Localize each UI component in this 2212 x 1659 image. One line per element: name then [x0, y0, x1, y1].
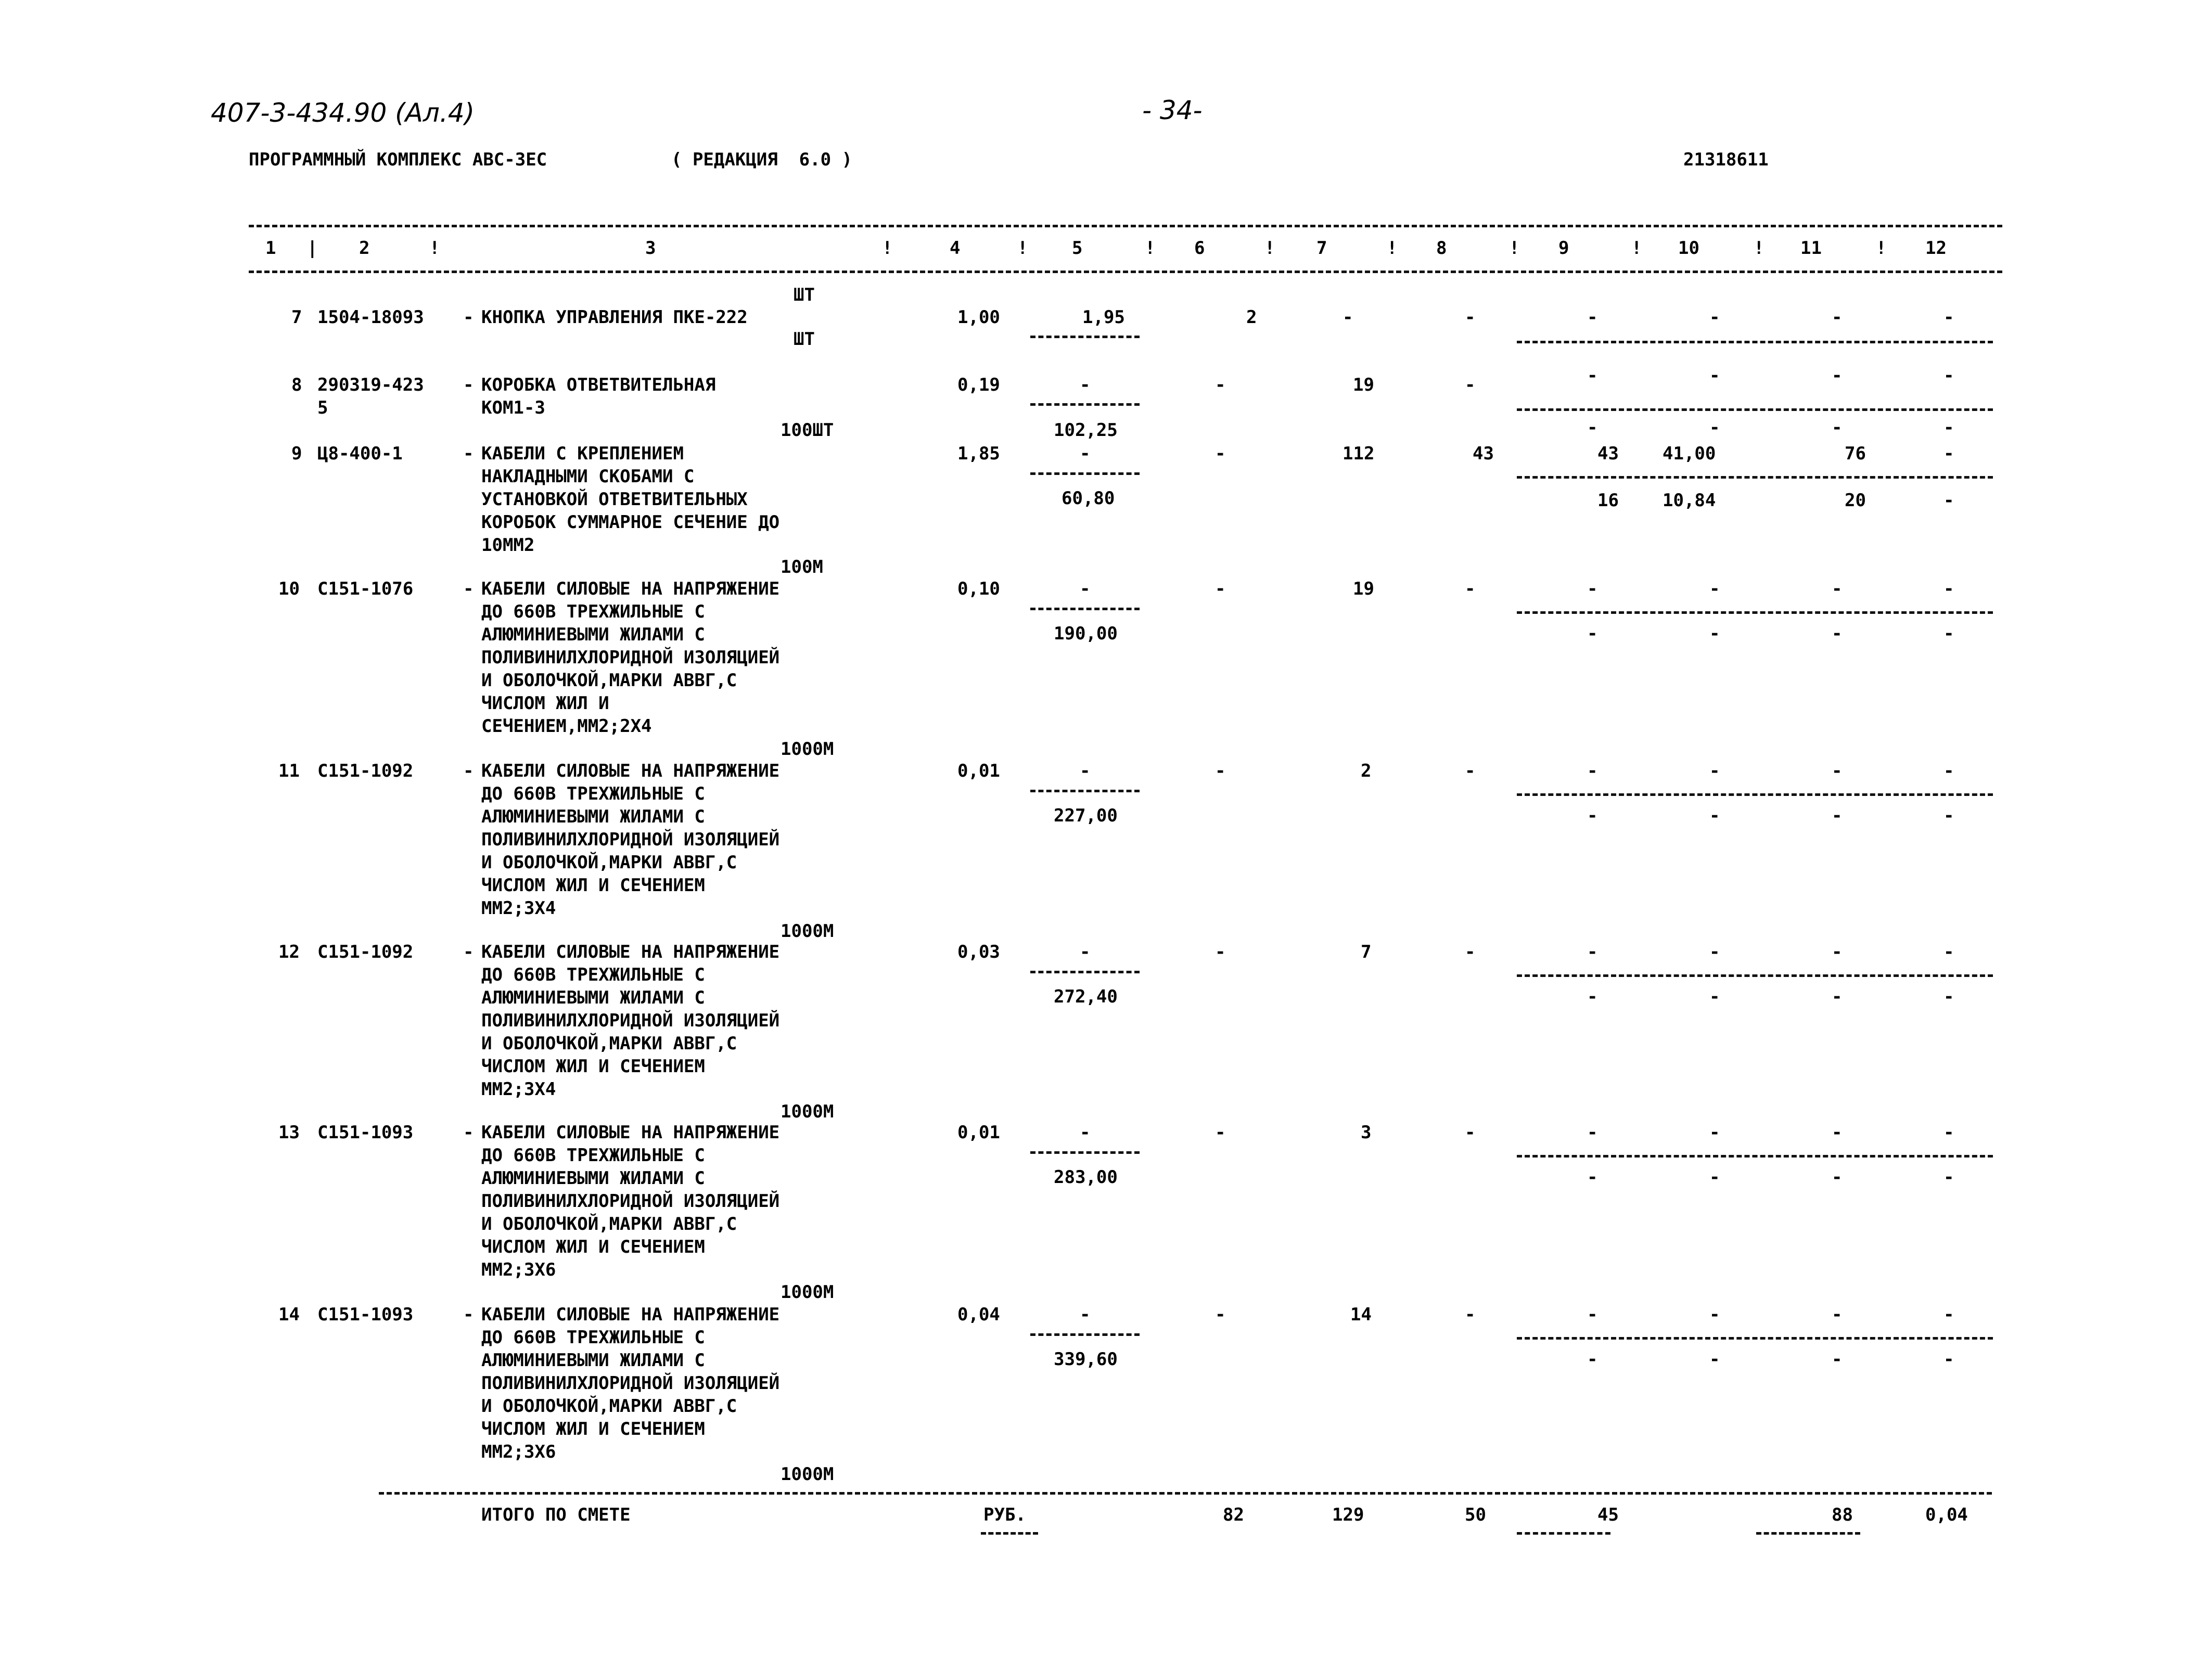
row-number: 8 — [291, 375, 302, 395]
row-dash: - — [463, 307, 474, 328]
row-col10: - — [1709, 942, 1720, 962]
row-qty: 1,85 — [957, 443, 1000, 464]
row-col10-bottom: - — [1709, 805, 1720, 826]
row-qty: 0,10 — [957, 578, 1000, 599]
row-price-top: - — [1080, 578, 1091, 599]
row-col7: 19 — [1353, 375, 1374, 395]
col-header-10: 10 — [1678, 238, 1699, 259]
row-qty: 0,03 — [957, 942, 1000, 962]
row-dash: - — [463, 942, 474, 962]
row-code: Ц8-400-1 — [317, 443, 403, 464]
col-header-2: 2 — [359, 238, 370, 259]
row-col11: - — [1832, 1304, 1843, 1325]
row-col12: - — [1944, 1122, 1954, 1143]
col-header-9: 9 — [1558, 238, 1569, 259]
row-price-top: - — [1080, 942, 1091, 962]
row-price-bottom: 190,00 — [1054, 623, 1118, 644]
row-col7: 19 — [1353, 578, 1374, 599]
row-col7: 3 — [1361, 1122, 1372, 1143]
row-code: 1504-18093 — [317, 307, 424, 328]
row-col7: 14 — [1350, 1304, 1372, 1325]
row-col12: - — [1944, 942, 1954, 962]
row-price-bottom: 60,80 — [1062, 488, 1115, 509]
row-number: 10 — [278, 578, 300, 599]
col-sep: ! — [1264, 238, 1275, 259]
row-col11-bottom: - — [1832, 1349, 1843, 1370]
row-col9: - — [1587, 1122, 1598, 1143]
total-col7: 129 — [1332, 1504, 1364, 1525]
row-col11: - — [1832, 1122, 1843, 1143]
row-price-top: 1,95 — [1082, 307, 1125, 328]
row-col11: - — [1832, 307, 1843, 328]
row-number: 13 — [278, 1122, 300, 1143]
row-col11: - — [1832, 761, 1843, 781]
total-col9: 45 — [1597, 1504, 1619, 1525]
row-col9: 43 — [1597, 443, 1619, 464]
row-col10: - — [1709, 1122, 1720, 1143]
col-fraction-line — [1517, 793, 1993, 796]
row-price-bottom: 283,00 — [1054, 1167, 1118, 1188]
row-unit-bottom: 100М — [781, 557, 823, 577]
row-col6: - — [1215, 443, 1226, 464]
total-col11: 88 — [1832, 1504, 1853, 1525]
row-col12-bottom: - — [1944, 805, 1954, 826]
row-col10: - — [1709, 1304, 1720, 1325]
total-unit-underline — [981, 1532, 1038, 1535]
col-fraction-line — [1517, 1337, 1993, 1340]
row-qty: 0,01 — [957, 1122, 1000, 1143]
row-description: КНОПКА УПРАВЛЕНИЯ ПКЕ-222 — [481, 307, 748, 328]
row-price-top: - — [1080, 1304, 1091, 1325]
row-col12-bottom: - — [1944, 623, 1954, 644]
col-fraction-line — [1517, 974, 1993, 977]
row-unit-bottom: 1000М — [781, 1282, 834, 1303]
col-sep: ! — [1509, 238, 1520, 259]
price-fraction-line — [1030, 1333, 1140, 1336]
row-col7: 7 — [1361, 942, 1372, 962]
price-fraction-line — [1030, 790, 1140, 792]
row-col9-bottom: - — [1587, 417, 1598, 438]
row-col10: 41,00 — [1663, 443, 1716, 464]
row-col12: - — [1944, 578, 1954, 599]
col-sep: ! — [1387, 238, 1398, 259]
row-code: С151-1093 — [317, 1122, 414, 1143]
total-rule — [379, 1492, 1992, 1495]
row-col12: - — [1944, 761, 1954, 781]
row-price-top: - — [1080, 443, 1091, 464]
row-col11-bottom: - — [1832, 1167, 1843, 1188]
total-col6: 82 — [1223, 1504, 1244, 1525]
row-col9: - — [1587, 365, 1598, 386]
row-col8: - — [1465, 1122, 1476, 1143]
row-unit-bottom: 100ШТ — [781, 420, 834, 441]
row-price-bottom: 227,00 — [1054, 805, 1118, 826]
row-col6: - — [1215, 1122, 1226, 1143]
row-col9: - — [1587, 307, 1598, 328]
row-number: 12 — [278, 942, 300, 962]
row-col9: - — [1587, 942, 1598, 962]
row-col8: - — [1465, 375, 1476, 395]
price-fraction-line — [1030, 971, 1140, 973]
row-col6: - — [1215, 761, 1226, 781]
row-col9-bottom: 16 — [1597, 490, 1619, 511]
row-col7: 2 — [1361, 761, 1372, 781]
row-col9: - — [1587, 1304, 1598, 1325]
document-code: 407-3-434.90 (Ал.4) — [211, 98, 475, 128]
row-col9-bottom: - — [1587, 805, 1598, 826]
row-code: С151-1092 — [317, 761, 414, 781]
row-number: 14 — [278, 1304, 300, 1325]
col-header-3: 3 — [645, 238, 656, 259]
program-name: ПРОГРАММНЫЙ КОМПЛЕКС АВС-3ЕС — [249, 149, 547, 170]
col-fraction-line — [1517, 341, 1993, 343]
row-description: КОРОБКА ОТВЕТВИТЕЛЬНАЯ КОМ1-3 — [481, 375, 716, 418]
row-qty: 1,00 — [957, 307, 1000, 328]
row-col6: - — [1215, 375, 1226, 395]
row-col11: 76 — [1845, 443, 1866, 464]
row-price-bottom: 102,25 — [1054, 420, 1118, 441]
col-header-1: 1 — [265, 238, 276, 259]
row-col10-bottom: - — [1709, 1349, 1720, 1370]
col-sep: ! — [1145, 238, 1156, 259]
row-unit-bottom: 1000М — [781, 1101, 834, 1122]
row-code: 290319-423 5 — [317, 375, 424, 418]
row-description: КАБЕЛИ С КРЕПЛЕНИЕМ НАКЛАДНЫМИ СКОБАМИ С УСТАНОВКОЙ ОТВЕТВИТЕЛЬНЫХ КОРОБОК СУММАРНОЕ СЕЧЕНИЕ ДО 10ММ2 — [481, 443, 780, 556]
row-col9-bottom: - — [1587, 1349, 1598, 1370]
row-col11-bottom: - — [1832, 623, 1843, 644]
row-unit-top: ШТ — [794, 285, 815, 305]
row-col8: 43 — [1473, 443, 1494, 464]
total-col12: 0,04 — [1925, 1504, 1968, 1525]
row-qty: 0,01 — [957, 761, 1000, 781]
row-code: С151-1093 — [317, 1304, 414, 1325]
row-price-top: - — [1080, 1122, 1091, 1143]
row-col8: - — [1465, 307, 1476, 328]
col-fraction-line — [1517, 611, 1993, 614]
col-header-7: 7 — [1316, 238, 1327, 259]
row-col12-bottom: - — [1944, 986, 1954, 1007]
price-fraction-line — [1030, 403, 1140, 406]
row-unit-bottom: 1000М — [781, 1464, 834, 1485]
row-col10: - — [1709, 761, 1720, 781]
row-col10-bottom: - — [1709, 1167, 1720, 1188]
row-col12-bottom: - — [1944, 1349, 1954, 1370]
row-description: КАБЕЛИ СИЛОВЫЕ НА НАПРЯЖЕНИЕ ДО 660В ТРЕХЖИЛЬНЫЕ С АЛЮМИНИЕВЫМИ ЖИЛАМИ С ПОЛИВИНИЛХЛОРИДНОЙ ИЗОЛЯЦИЕЙ И ОБОЛОЧКОЙ,МАРКИ АВВГ,С ЧИСЛОМ ЖИЛ И СЕЧЕНИЕМ ММ2;3Х4 — [481, 761, 780, 919]
total-col8: 50 — [1465, 1504, 1486, 1525]
row-col12: - — [1944, 365, 1954, 386]
row-col12-bottom: - — [1944, 490, 1954, 511]
row-col12-bottom: - — [1944, 417, 1954, 438]
row-col8: - — [1465, 942, 1476, 962]
row-number: 9 — [291, 443, 302, 464]
col-sep: ! — [1631, 238, 1642, 259]
row-col6: - — [1215, 942, 1226, 962]
col-sep: | — [307, 238, 318, 259]
row-col11: - — [1832, 365, 1843, 386]
row-price-bottom: 272,40 — [1054, 986, 1118, 1007]
row-col6: 2 — [1246, 307, 1257, 328]
row-description: КАБЕЛИ СИЛОВЫЕ НА НАПРЯЖЕНИЕ ДО 660В ТРЕХЖИЛЬНЫЕ С АЛЮМИНИЕВЫМИ ЖИЛАМИ С ПОЛИВИНИЛХЛОРИДНОЙ ИЗОЛЯЦИЕЙ И ОБОЛОЧКОЙ,МАРКИ АВВГ,С ЧИСЛОМ ЖИЛ И СЕЧЕНИЕМ,ММ2;2Х4 — [481, 578, 780, 737]
row-col10: - — [1709, 365, 1720, 386]
col-header-8: 8 — [1436, 238, 1447, 259]
row-price-top: - — [1080, 375, 1091, 395]
page-number: - 34- — [1142, 95, 1203, 125]
row-dash: - — [463, 443, 474, 464]
col-header-12: 12 — [1925, 238, 1947, 259]
col-fraction-line — [1517, 476, 1993, 479]
row-description: КАБЕЛИ СИЛОВЫЕ НА НАПРЯЖЕНИЕ ДО 660В ТРЕХЖИЛЬНЫЕ С АЛЮМИНИЕВЫМИ ЖИЛАМИ С ПОЛИВИНИЛХЛОРИДНОЙ ИЗОЛЯЦИЕЙ И ОБОЛОЧКОЙ,МАРКИ АВВГ,С ЧИСЛОМ ЖИЛ И СЕЧЕНИЕМ ММ2;3Х6 — [481, 1304, 780, 1462]
col-header-4: 4 — [950, 238, 961, 259]
row-col10-bottom: 10,84 — [1663, 490, 1716, 511]
price-fraction-line — [1030, 472, 1140, 475]
row-dash: - — [463, 1304, 474, 1325]
row-description: КАБЕЛИ СИЛОВЫЕ НА НАПРЯЖЕНИЕ ДО 660В ТРЕХЖИЛЬНЫЕ С АЛЮМИНИЕВЫМИ ЖИЛАМИ С ПОЛИВИНИЛХЛОРИДНОЙ ИЗОЛЯЦИЕЙ И ОБОЛОЧКОЙ,МАРКИ АВВГ,С ЧИСЛОМ ЖИЛ И СЕЧЕНИЕМ ММ2;3Х6 — [481, 1122, 780, 1280]
row-number: 11 — [278, 761, 300, 781]
row-col8: - — [1465, 1304, 1476, 1325]
row-dash: - — [463, 1122, 474, 1143]
row-col11-bottom: - — [1832, 986, 1843, 1007]
col-sep: ! — [882, 238, 893, 259]
row-col8: - — [1465, 761, 1476, 781]
row-col12-bottom: - — [1944, 1167, 1954, 1188]
row-col10-bottom: - — [1709, 986, 1720, 1007]
row-col12: - — [1944, 443, 1954, 464]
col-sep: ! — [1017, 238, 1028, 259]
row-col9-bottom: - — [1587, 986, 1598, 1007]
total-label: ИТОГО ПО СМЕТЕ — [481, 1504, 631, 1525]
price-fraction-line — [1030, 608, 1140, 610]
row-price-bottom: 339,60 — [1054, 1349, 1118, 1370]
row-unit-bottom: ШТ — [794, 329, 815, 350]
row-col10: - — [1709, 307, 1720, 328]
row-col9-bottom: - — [1587, 1167, 1598, 1188]
price-fraction-line — [1030, 1151, 1140, 1154]
row-code: С151-1076 — [317, 578, 414, 599]
row-col7: 112 — [1342, 443, 1375, 464]
total-unit: РУБ. — [983, 1504, 1026, 1525]
row-unit-bottom: 1000М — [781, 921, 834, 942]
total-col11-underline — [1756, 1532, 1860, 1535]
col-sep: ! — [1876, 238, 1887, 259]
row-col11-bottom: - — [1832, 417, 1843, 438]
row-description: КАБЕЛИ СИЛОВЫЕ НА НАПРЯЖЕНИЕ ДО 660В ТРЕХЖИЛЬНЫЕ С АЛЮМИНИЕВЫМИ ЖИЛАМИ С ПОЛИВИНИЛХЛОРИДНОЙ ИЗОЛЯЦИЕЙ И ОБОЛОЧКОЙ,МАРКИ АВВГ,С ЧИСЛОМ ЖИЛ И СЕЧЕНИЕМ ММ2;3Х4 — [481, 942, 780, 1100]
row-col10: - — [1709, 578, 1720, 599]
row-col6: - — [1215, 1304, 1226, 1325]
col-header-6: 6 — [1194, 238, 1205, 259]
row-col9: - — [1587, 761, 1598, 781]
document-id: 21318611 — [1683, 149, 1769, 170]
row-col11: - — [1832, 942, 1843, 962]
col-sep: ! — [429, 238, 440, 259]
row-unit-bottom: 1000М — [781, 739, 834, 760]
col-header-11: 11 — [1800, 238, 1822, 259]
row-col12: - — [1944, 307, 1954, 328]
row-qty: 0,19 — [957, 375, 1000, 395]
price-fraction-line — [1030, 336, 1140, 338]
row-price-top: - — [1080, 761, 1091, 781]
row-col11: - — [1832, 578, 1843, 599]
col-sep: ! — [1754, 238, 1765, 259]
row-col11-bottom: 20 — [1845, 490, 1866, 511]
row-col8: - — [1465, 578, 1476, 599]
row-col9: - — [1587, 578, 1598, 599]
col-fraction-line — [1517, 1155, 1993, 1158]
row-col12: - — [1944, 1304, 1954, 1325]
program-edition: ( РЕДАКЦИЯ 6.0 ) — [671, 149, 852, 170]
row-dash: - — [463, 761, 474, 781]
row-col9-bottom: - — [1587, 623, 1598, 644]
header-bottom-rule — [249, 271, 2002, 273]
row-col10-bottom: - — [1709, 623, 1720, 644]
row-col11-bottom: - — [1832, 805, 1843, 826]
row-col6: - — [1215, 578, 1226, 599]
col-header-5: 5 — [1072, 238, 1083, 259]
row-qty: 0,04 — [957, 1304, 1000, 1325]
row-code: С151-1092 — [317, 942, 414, 962]
row-number: 7 — [291, 307, 302, 328]
row-col7: - — [1342, 307, 1353, 328]
header-top-rule — [249, 225, 2002, 227]
row-dash: - — [463, 375, 474, 395]
total-col9-underline — [1517, 1532, 1610, 1535]
col-fraction-line — [1517, 408, 1993, 411]
row-dash: - — [463, 578, 474, 599]
row-col10-bottom: - — [1709, 417, 1720, 438]
